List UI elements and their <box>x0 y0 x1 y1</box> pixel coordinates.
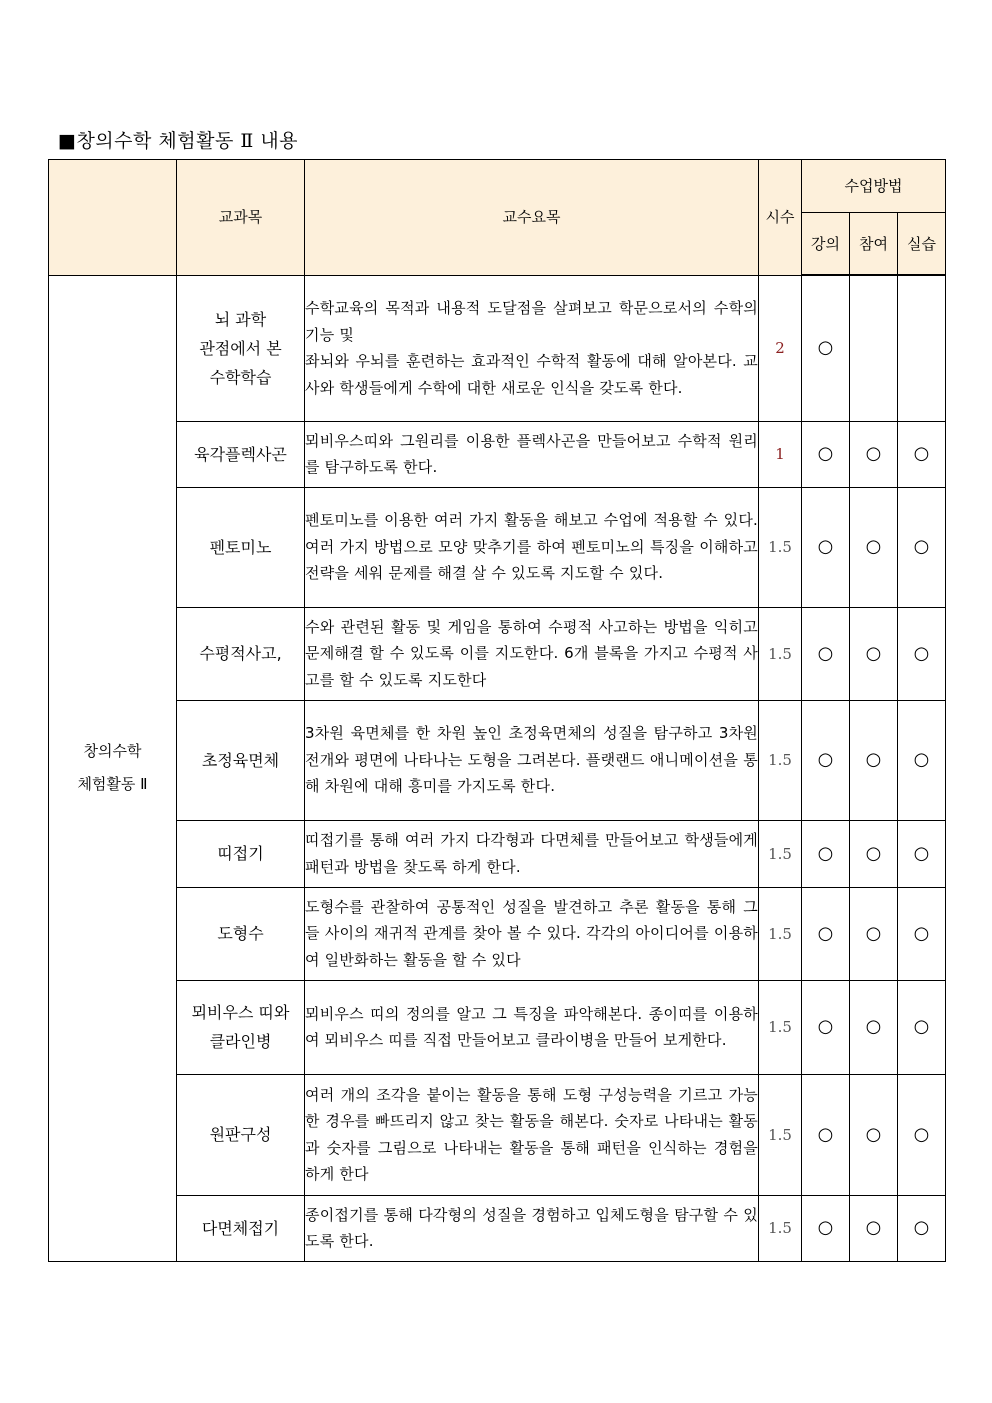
header-method: 수업방법 <box>802 160 946 213</box>
header-method-participation: 참여 <box>850 213 898 276</box>
practice-mark: ○ <box>898 1195 946 1261</box>
header-method-lecture: 강의 <box>802 213 850 276</box>
subject-cell: 원판구성 <box>177 1074 305 1195</box>
table-row <box>49 607 946 700</box>
practice-mark: ○ <box>898 820 946 887</box>
lecture-mark: ○ <box>802 820 850 887</box>
participation-mark: ○ <box>850 607 898 700</box>
header-blank-cell <box>49 160 177 276</box>
hours-cell: 1 <box>759 421 802 487</box>
lecture-mark: ○ <box>802 1074 850 1195</box>
subject-cell: 뫼비우스 띠와 클라인병 <box>177 980 305 1074</box>
table-row <box>49 421 946 487</box>
lecture-mark: ○ <box>802 700 850 820</box>
lecture-mark: ○ <box>802 887 850 980</box>
practice-mark: ○ <box>898 487 946 607</box>
summary-cell: 종이접기를 통해 다각형의 성질을 경험하고 입체도형을 탐구할 수 있도록 한다. <box>305 1195 759 1261</box>
practice-mark: ○ <box>898 700 946 820</box>
summary-cell: 여러 개의 조각을 붙이는 활동을 통해 도형 구성능력을 기르고 가능한 경우를 빠뜨리지 않고 찾는 활동을 해본다. 숫자로 나타내는 활동과 숫자를 그림으로 나타내는 활동을 통해 패턴을 인식하는 경험을 하게 한다 <box>305 1074 759 1195</box>
participation-mark: ○ <box>850 1195 898 1261</box>
hours-cell: 1.5 <box>759 887 802 980</box>
practice-mark: ○ <box>898 1074 946 1195</box>
participation-mark: ○ <box>850 980 898 1074</box>
hours-cell: 1.5 <box>759 1195 802 1261</box>
lecture-mark: ○ <box>802 421 850 487</box>
subject-cell: 육각플렉사곤 <box>177 421 305 487</box>
participation-mark <box>850 275 898 421</box>
summary-cell: 띠접기를 통해 여러 가지 다각형과 다면체를 만들어보고 학생들에게 패턴과 방법을 찾도록 하게 한다. <box>305 820 759 887</box>
table-row <box>49 1074 946 1195</box>
table-row <box>49 487 946 607</box>
category-cell: 창의수학 체험활동 Ⅱ <box>49 275 177 1261</box>
subject-cell: 초정육면체 <box>177 700 305 820</box>
subject-cell: 띠접기 <box>177 820 305 887</box>
subject-cell: 다면체접기 <box>177 1195 305 1261</box>
subject-cell: 도형수 <box>177 887 305 980</box>
lecture-mark: ○ <box>802 275 850 421</box>
header-subject: 교과목 <box>177 160 305 276</box>
hours-cell: 1.5 <box>759 980 802 1074</box>
lecture-mark: ○ <box>802 487 850 607</box>
practice-mark: ○ <box>898 607 946 700</box>
practice-mark: ○ <box>898 421 946 487</box>
summary-cell: 펜토미노를 이용한 여러 가지 활동을 해보고 수업에 적용할 수 있다. 여러 가지 방법으로 모양 맞추기를 하여 펜토미노의 특징을 이해하고 전략을 세워 문제를 해결 살 수 있도록 지도할 수 있다. <box>305 487 759 607</box>
participation-mark: ○ <box>850 421 898 487</box>
hours-cell: 2 <box>759 275 802 421</box>
summary-cell: 도형수를 관찰하여 공통적인 성질을 발견하고 추론 활동을 통해 그 들 사이의 재귀적 관계를 찾아 볼 수 있다. 각각의 아이디어를 이용하여 일반화하는 활동을 할 수 있다 <box>305 887 759 980</box>
lecture-mark: ○ <box>802 980 850 1074</box>
subject-cell: 수평적사고, <box>177 607 305 700</box>
participation-mark: ○ <box>850 887 898 980</box>
lecture-mark: ○ <box>802 607 850 700</box>
subject-cell: 펜토미노 <box>177 487 305 607</box>
curriculum-table <box>48 159 946 1262</box>
practice-mark <box>898 275 946 421</box>
header-method-practice: 실습 <box>898 213 946 276</box>
hours-cell: 1.5 <box>759 820 802 887</box>
practice-mark: ○ <box>898 980 946 1074</box>
summary-cell: 수와 관련된 활동 및 게임을 통하여 수평적 사고하는 방법을 익히고 문제해결 할 수 있도록 이를 지도한다. 6개 블록을 가지고 수평적 사고를 할 수 있도록 지도한다 <box>305 607 759 700</box>
participation-mark: ○ <box>850 700 898 820</box>
hours-cell: 1.5 <box>759 700 802 820</box>
hours-cell: 1.5 <box>759 487 802 607</box>
participation-mark: ○ <box>850 820 898 887</box>
summary-cell: 수학교육의 목적과 내용적 도달점을 살펴보고 학문으로서의 수학의 기능 및 좌뇌와 우뇌를 훈련하는 효과적인 수학적 활동에 대해 알아본다. 교사와 학생들에게 수학에 대한 새로운 인식을 갖도록 한다. <box>305 275 759 421</box>
header-hours: 시수 <box>759 160 802 276</box>
participation-mark: ○ <box>850 487 898 607</box>
hours-cell: 1.5 <box>759 1074 802 1195</box>
table-row <box>49 980 946 1074</box>
lecture-mark: ○ <box>802 1195 850 1261</box>
table-row <box>49 1195 946 1261</box>
header-summary: 교수요목 <box>305 160 759 276</box>
table-row <box>49 887 946 980</box>
practice-mark: ○ <box>898 887 946 980</box>
table-row <box>49 700 946 820</box>
participation-mark: ○ <box>850 1074 898 1195</box>
hours-cell: 1.5 <box>759 607 802 700</box>
subject-cell: 뇌 과학 관점에서 본 수학학습 <box>177 275 305 421</box>
summary-cell: 뫼비우스 띠의 정의를 알고 그 특징을 파악해본다. 종이띠를 이용하여 뫼비우스 띠를 직접 만들어보고 클라이병을 만들어 보게한다. <box>305 980 759 1074</box>
table-row <box>49 275 946 421</box>
table-row <box>49 820 946 887</box>
summary-cell: 3차원 육면체를 한 차원 높인 초정육면체의 성질을 탐구하고 3차원 전개와 평면에 나타나는 도형을 그려본다. 플랫랜드 애니메이션을 통해 차원에 대해 흥미를 가지도록 한다. <box>305 700 759 820</box>
page-title: ■창의수학 체험활동 Ⅱ 내용 <box>58 129 299 152</box>
summary-cell: 뫼비우스띠와 그원리를 이용한 플렉사곤을 만들어보고 수학적 원리를 탐구하도록 한다. <box>305 421 759 487</box>
